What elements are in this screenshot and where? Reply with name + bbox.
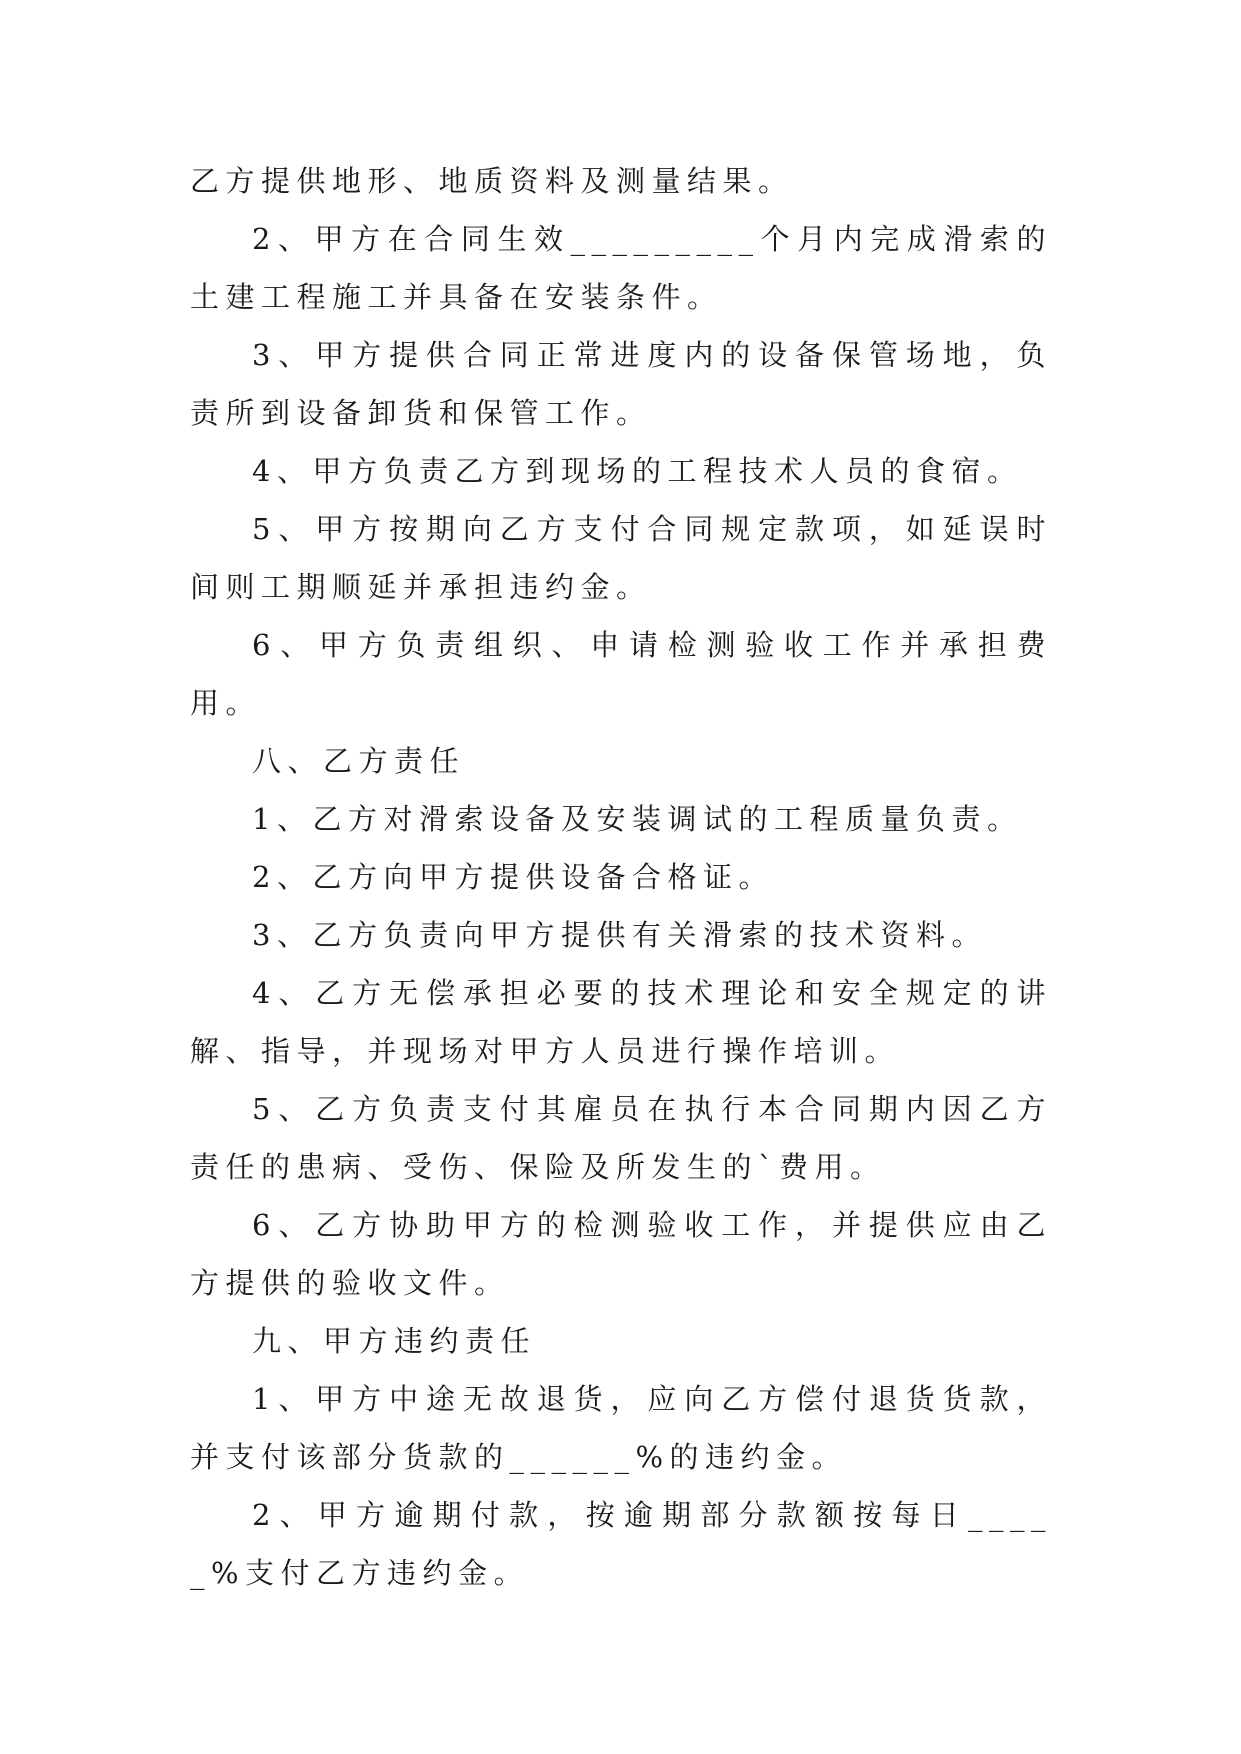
clause-8-2: 2、乙方向甲方提供设备合格证。 [252,860,774,894]
section-heading-8: 八、乙方责任 [252,744,466,778]
section-heading-9: 九、甲方违约责任 [252,1324,537,1358]
clause-9-2: 2、甲方逾期付款，按逾期部分款额按每日_____%支付乙方违约金。 [190,1498,1052,1590]
clause-8-1: 1、乙方对滑索设备及安装调试的工程质量负责。 [252,802,1023,836]
clause-9-1: 1、甲方中途无故退货，应向乙方偿付退货货款，并支付该部分货款的______%的违约金。 [190,1382,1052,1474]
clause-7-2: 2、甲方在合同生效_________个月内完成滑索的土建工程施工并具备在安装条件。 [190,222,1052,314]
document-body [190,152,1052,1602]
clause-7-3: 3、甲方提供合同正常进度内的设备保管场地，负责所到设备卸货和保管工作。 [190,338,1052,430]
clause-8-5: 5、乙方负责支付其雇员在执行本合同期内因乙方责任的患病、受伤、保险及所发生的`费用。 [190,1092,1052,1184]
clause-7-6: 6、甲方负责组织、申请检测验收工作并承担费用。 [190,628,1052,720]
clause-8-3: 3、乙方负责向甲方提供有关滑索的技术资料。 [252,918,987,952]
paragraph-1: 乙方提供地形、地质资料及测量结果。 [190,164,794,198]
clause-8-6: 6、乙方协助甲方的检测验收工作，并提供应由乙方提供的验收文件。 [190,1208,1052,1300]
clause-8-4: 4、乙方无偿承担必要的技术理论和安全规定的讲解、指导，并现场对甲方人员进行操作培训。 [190,976,1052,1068]
clause-7-5: 5、甲方按期向乙方支付合同规定款项，如延误时间则工期顺延并承担违约金。 [190,512,1052,604]
clause-7-4: 4、甲方负责乙方到现场的工程技术人员的食宿。 [252,454,1023,488]
